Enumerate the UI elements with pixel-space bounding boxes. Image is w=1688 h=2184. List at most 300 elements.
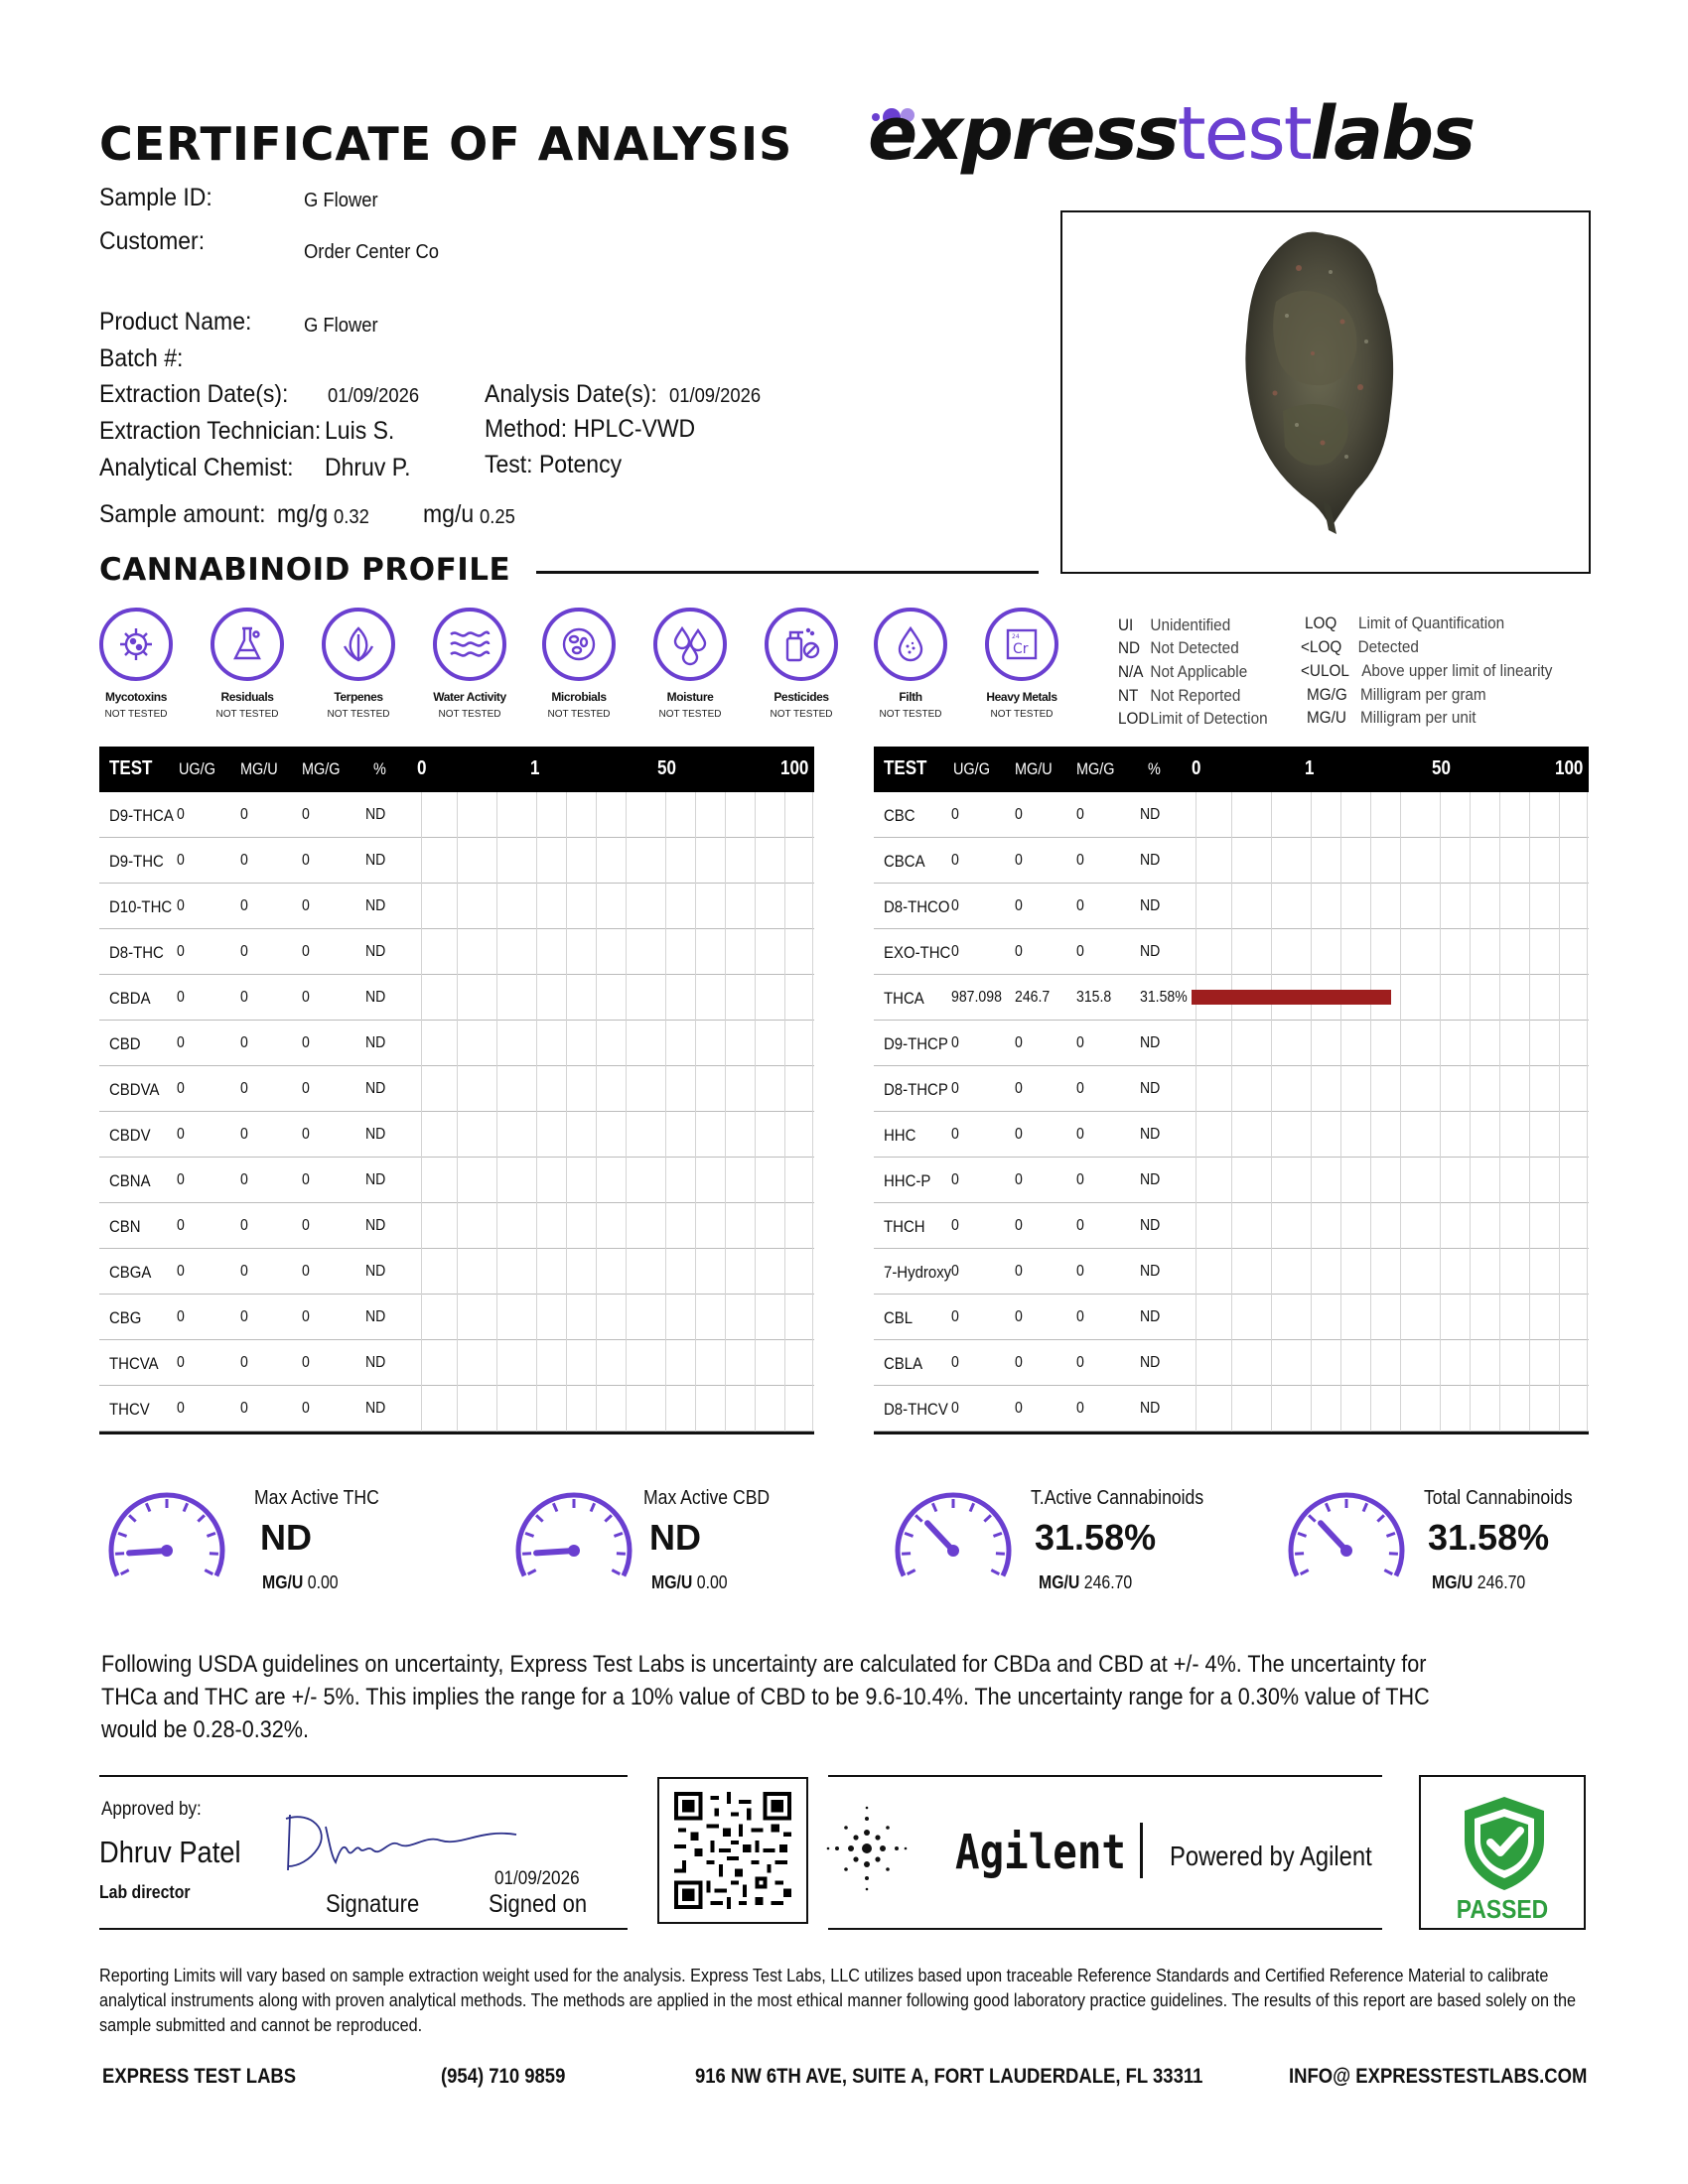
leaf-icon <box>322 608 395 681</box>
grid-line <box>1499 792 1500 1432</box>
cell-value: ND <box>365 943 386 960</box>
cell-value: 0 <box>1076 806 1084 823</box>
cell-value: 0 <box>1076 1263 1084 1280</box>
cell-value: 0 <box>240 989 248 1006</box>
gauge-dial-icon <box>103 1481 230 1590</box>
cell-value: 0 <box>1076 1171 1084 1188</box>
grid-line <box>496 792 497 1432</box>
row-label: CBD <box>109 1034 141 1053</box>
divider <box>99 1928 628 1930</box>
cell-value: 0 <box>177 1126 185 1143</box>
column-header: 1 <box>1305 757 1315 779</box>
legend-item: ND Not Detected <box>1118 638 1239 657</box>
test-moisture <box>635 608 745 720</box>
column-header: % <box>373 759 386 778</box>
footer-phone[interactable]: (954) 710 9859 <box>441 2065 566 2088</box>
gauge-label: Max Active CBD <box>643 1487 771 1509</box>
row-label: 7-Hydroxy <box>884 1263 952 1282</box>
cell-value: 0 <box>1076 1400 1084 1417</box>
test-terpenes <box>304 608 413 720</box>
chemist-value: Dhruv P. <box>325 454 411 481</box>
test-name: Residuals <box>220 690 274 704</box>
grid-line <box>457 792 458 1432</box>
test-status: NOT TESTED <box>547 709 611 720</box>
test-status: NOT TESTED <box>215 709 279 720</box>
test-mycotoxins <box>81 608 191 720</box>
column-header: UG/G <box>179 759 215 778</box>
grid-line <box>1231 792 1232 1432</box>
test-status: NOT TESTED <box>438 709 501 720</box>
cell-value: 0 <box>951 1034 959 1051</box>
cell-value: 0 <box>302 1126 310 1143</box>
droplet-particles-icon <box>874 608 947 681</box>
mgu-value: 0.25 <box>480 506 515 528</box>
cell-value: 0 <box>240 1126 248 1143</box>
grid-line <box>1400 792 1401 1432</box>
cell-value: 0 <box>240 806 248 823</box>
cell-value: ND <box>365 1263 386 1280</box>
test-name: Pesticides <box>774 690 829 704</box>
brand-labs: labs <box>1310 91 1475 177</box>
cell-value: 0 <box>1076 1308 1084 1325</box>
gauge-dial-icon <box>890 1481 1017 1590</box>
cell-value: 0 <box>177 1400 185 1417</box>
divider <box>828 1775 1382 1777</box>
cell-value: 0 <box>1076 852 1084 869</box>
grid-line <box>1311 792 1312 1432</box>
table-bottom-rule <box>874 1432 1589 1434</box>
table-header <box>99 747 814 792</box>
column-header: TEST <box>109 757 153 779</box>
cell-value: 0 <box>951 1263 959 1280</box>
cell-value: ND <box>365 1126 386 1143</box>
cell-value: 0 <box>302 1400 310 1417</box>
test-name: Microbials <box>551 690 607 704</box>
cell-value: 0 <box>951 1308 959 1325</box>
cell-value: 0 <box>240 1034 248 1051</box>
approver-role: Lab director <box>99 1882 191 1902</box>
column-header: % <box>1148 759 1161 778</box>
cell-value: 31.58% <box>1140 989 1188 1006</box>
cell-value: 0 <box>1076 1217 1084 1234</box>
grid-line <box>1587 792 1588 1432</box>
test-microbials <box>524 608 633 720</box>
footer-address: 916 NW 6TH AVE, SUITE A, FORT LAUDERDALE, FL 33311 <box>695 2065 1203 2088</box>
section-divider <box>536 571 1039 574</box>
cell-value: 0 <box>302 1263 310 1280</box>
row-label: HHC <box>884 1126 916 1145</box>
cell-value: ND <box>1140 1126 1161 1143</box>
footer-company: EXPRESS TEST LABS <box>102 2065 297 2088</box>
technician-value: Luis S. <box>325 417 395 445</box>
qr-code[interactable] <box>657 1777 808 1924</box>
technician-label: Extraction Technician: <box>99 417 322 445</box>
grid-line <box>536 792 537 1432</box>
cell-value: ND <box>365 989 386 1006</box>
row-label: D10-THC <box>109 897 173 916</box>
divider <box>828 1928 1382 1930</box>
cell-value: ND <box>1140 1354 1161 1371</box>
column-header: MG/U <box>240 759 278 778</box>
row-label: HHC-P <box>884 1171 931 1190</box>
chromium-element-icon <box>985 608 1058 681</box>
sample-amount-label: Sample amount: <box>99 500 266 528</box>
cell-value: ND <box>1140 1308 1161 1325</box>
powered-by-text: Powered by Agilent <box>1170 1841 1372 1871</box>
cell-value: 0 <box>302 806 310 823</box>
gauge-unit: MG/U 246.70 <box>1432 1572 1526 1592</box>
cell-value: 0 <box>951 852 959 869</box>
signed-on-label: Signed on <box>489 1890 588 1918</box>
cell-value: ND <box>1140 1034 1161 1051</box>
cell-value: 0 <box>1015 1263 1023 1280</box>
cell-value: 0 <box>240 1263 248 1280</box>
test-name: Heavy Metals <box>986 690 1057 704</box>
method-text: Method: HPLC-VWD <box>485 415 696 443</box>
cell-value: 0 <box>1015 1354 1023 1371</box>
cell-value: ND <box>1140 1400 1161 1417</box>
cell-value: 0 <box>302 1354 310 1371</box>
test-filth <box>856 608 965 720</box>
cell-value: 0 <box>1015 852 1023 869</box>
legend-item: N/A Not Applicable <box>1118 662 1248 681</box>
cell-value: 0 <box>951 806 959 823</box>
row-label: CBGA <box>109 1263 152 1282</box>
cell-value: ND <box>1140 1171 1161 1188</box>
cell-value: 0 <box>1076 1080 1084 1097</box>
row-label: CBN <box>109 1217 141 1236</box>
svg-text:Cr: Cr <box>1013 641 1029 657</box>
approver-name: Dhruv Patel <box>99 1835 241 1869</box>
gauge-value: ND <box>260 1517 312 1558</box>
cell-value: 0 <box>240 1400 248 1417</box>
cell-value: 0 <box>240 852 248 869</box>
cell-value: 0 <box>302 1034 310 1051</box>
row-label: CBDVA <box>109 1080 160 1099</box>
cell-value: 0 <box>240 1308 248 1325</box>
cell-value: 0 <box>302 897 310 914</box>
grid-line <box>1559 792 1560 1432</box>
agilent-logo: Agilent <box>955 1825 1126 1880</box>
brand-logo <box>868 91 1474 177</box>
legend-item: NT Not Reported <box>1118 686 1241 705</box>
cell-value: 0 <box>1015 1171 1023 1188</box>
cell-value: ND <box>365 1080 386 1097</box>
cell-value: ND <box>365 1217 386 1234</box>
column-header: 50 <box>1432 757 1451 779</box>
row-label: D9-THCA <box>109 806 174 825</box>
extraction-date-value: 01/09/2026 <box>328 385 420 407</box>
grid-line <box>755 792 756 1432</box>
gauge-unit: MG/U 0.00 <box>262 1572 339 1592</box>
cell-value: 0 <box>177 1217 185 1234</box>
section-title: CANNABINOID PROFILE <box>99 552 511 588</box>
column-header: 50 <box>657 757 676 779</box>
cell-value: 0 <box>302 1217 310 1234</box>
cell-value: 0 <box>1076 943 1084 960</box>
grid-line <box>725 792 726 1432</box>
cell-value: 246.7 <box>1015 989 1051 1006</box>
cell-value: 0 <box>302 1171 310 1188</box>
column-header: 0 <box>1192 757 1201 779</box>
test-pesticides <box>747 608 856 720</box>
row-label: D8-THCO <box>884 897 950 916</box>
gauge-max-active-thc <box>103 1481 379 1595</box>
passed-label: PASSED <box>1456 1894 1549 1924</box>
cell-value: 0 <box>1076 1126 1084 1143</box>
cell-value: 0 <box>177 1263 185 1280</box>
cell-value: ND <box>1140 852 1161 869</box>
cell-value: 315.8 <box>1076 989 1112 1006</box>
potency-bar <box>1192 990 1391 1005</box>
flask-icon <box>211 608 284 681</box>
grid-line <box>695 792 696 1432</box>
grid-line <box>596 792 597 1432</box>
row-label: D8-THC <box>109 943 164 962</box>
cell-value: ND <box>1140 806 1161 823</box>
test-status: NOT TESTED <box>658 709 722 720</box>
signed-date: 01/09/2026 <box>494 1868 580 1889</box>
gauge-label: Max Active THC <box>254 1487 379 1509</box>
cell-value: 0 <box>240 1080 248 1097</box>
cell-value: 0 <box>1076 1034 1084 1051</box>
legend-item: MG/U Milligram per unit <box>1307 708 1477 727</box>
cell-value: 0 <box>1015 1034 1023 1051</box>
sample-id-value: G Flower <box>304 190 378 211</box>
cell-value: 0 <box>240 943 248 960</box>
row-label: CBCA <box>884 852 925 871</box>
divider <box>99 1775 628 1777</box>
legend-item: <LOQ Detected <box>1301 637 1419 656</box>
test-residuals <box>193 608 302 720</box>
uncertainty-statement: Following USDA guidelines on uncertainty, Express Test Labs is uncertainty are calculated for CBDa and CBD at +/- 4%. The uncertainty for THCa and THC are +/- 5%. This implies the range for a 10% value of CBD to be 9.6-10.4%. The uncertainty range for a 0.30% value of THC would be 0.28-0.32%. <box>101 1651 1430 1743</box>
cell-value: 0 <box>240 1171 248 1188</box>
column-header: 100 <box>1555 757 1584 779</box>
cell-value: 0 <box>951 1171 959 1188</box>
legend-item: <ULOL Above upper limit of linearity <box>1301 661 1553 680</box>
cell-value: 0 <box>951 1354 959 1371</box>
row-label: THCH <box>884 1217 925 1236</box>
cell-value: 0 <box>951 1126 959 1143</box>
cell-value: ND <box>1140 897 1161 914</box>
mgu-label: mg/u <box>423 500 475 528</box>
row-label: CBLA <box>884 1354 923 1373</box>
cell-value: 0 <box>177 806 185 823</box>
row-label: D9-THCP <box>884 1034 948 1053</box>
cell-value: ND <box>1140 943 1161 960</box>
row-label: THCV <box>109 1400 150 1419</box>
test-name: Water Activity <box>433 690 506 704</box>
gauge-dial-icon <box>510 1481 637 1590</box>
grid-line <box>812 792 813 1432</box>
column-header: MG/G <box>1076 759 1115 778</box>
cell-value: 0 <box>177 989 185 1006</box>
test-status: NOT TESTED <box>104 709 168 720</box>
test-name: Terpenes <box>334 690 383 704</box>
column-header: 0 <box>417 757 427 779</box>
customer-value: Order Center Co <box>304 241 440 263</box>
cell-value: 0 <box>177 897 185 914</box>
gauge-max-active-cbd <box>510 1481 771 1595</box>
grid-line <box>784 792 785 1432</box>
customer-label: Customer: <box>99 227 206 255</box>
column-header: 1 <box>530 757 540 779</box>
cell-value: 0 <box>240 897 248 914</box>
cell-value: ND <box>365 1034 386 1051</box>
test-status: NOT TESTED <box>770 709 833 720</box>
svg-text:24: 24 <box>1012 633 1020 640</box>
cell-value: 0 <box>302 1080 310 1097</box>
test-heavy-metals <box>967 608 1076 720</box>
droplets-icon <box>653 608 727 681</box>
legend-item: LOQ Limit of Quantification <box>1305 614 1505 632</box>
grid-line <box>566 792 567 1432</box>
row-label: CBDA <box>109 989 151 1008</box>
table-header <box>874 747 1589 792</box>
cell-value: 0 <box>177 852 185 869</box>
row-label: D9-THC <box>109 852 164 871</box>
row-label: CBL <box>884 1308 914 1327</box>
cell-value: 0 <box>177 1171 185 1188</box>
test-status: NOT TESTED <box>327 709 390 720</box>
cell-value: ND <box>365 1308 386 1325</box>
row-label: THCVA <box>109 1354 159 1373</box>
cell-value: 0 <box>302 1308 310 1325</box>
cell-value: ND <box>365 1400 386 1417</box>
cell-value: ND <box>365 1354 386 1371</box>
cell-value: 0 <box>177 1308 185 1325</box>
row-label: THCA <box>884 989 924 1008</box>
cell-value: 0 <box>240 1354 248 1371</box>
cell-value: ND <box>1140 1217 1161 1234</box>
spray-bottle-icon <box>765 608 838 681</box>
passed-badge <box>1419 1775 1586 1930</box>
column-header: MG/U <box>1015 759 1053 778</box>
grid-line <box>1340 792 1341 1432</box>
gauge-label: T.Active Cannabinoids <box>1031 1487 1204 1509</box>
signature-image <box>282 1805 520 1889</box>
cell-value: 0 <box>951 1080 959 1097</box>
grid-line <box>1271 792 1272 1432</box>
cell-value: ND <box>365 897 386 914</box>
column-header: UG/G <box>953 759 990 778</box>
mgg-value: 0.32 <box>334 506 369 528</box>
petri-dish-icon <box>542 608 616 681</box>
cell-value: ND <box>365 806 386 823</box>
gauge-total-active-cannabinoids <box>890 1481 1204 1595</box>
gauge-dial-icon <box>1283 1481 1410 1590</box>
product-name-value: G Flower <box>304 315 378 337</box>
test-name: Moisture <box>666 690 714 704</box>
shield-check-icon <box>1453 1791 1556 1894</box>
cell-value: ND <box>1140 1263 1161 1280</box>
column-header: TEST <box>884 757 927 779</box>
row-label: D8-THCP <box>884 1080 948 1099</box>
virus-icon <box>99 608 173 681</box>
product-photo <box>1060 210 1591 574</box>
reporting-limits-text: Reporting Limits will vary based on sample extraction weight used for the analysis. Express Test Labs, LLC utilizes based upon traceable Reference Standards and Certified Reference Material to calibrate analytical instruments along with proven analytical methods. The methods are applied in the most ethical manner following good laboratory practice guidelines. The results of this report are based solely on the sample submitted and cannot be reproduced. <box>99 1966 1577 2035</box>
cell-value: 0 <box>177 1034 185 1051</box>
page-title: CERTIFICATE OF ANALYSIS <box>99 117 793 171</box>
column-header: MG/G <box>302 759 341 778</box>
row-label: CBG <box>109 1308 142 1327</box>
row-label: CBDV <box>109 1126 151 1145</box>
cell-value: ND <box>365 1171 386 1188</box>
footer-email[interactable]: INFO@ EXPRESSTESTLABS.COM <box>1289 2065 1588 2088</box>
gauge-label: Total Cannabinoids <box>1424 1487 1573 1509</box>
test-name: Filth <box>899 690 922 704</box>
cell-value: 0 <box>302 989 310 1006</box>
sample-id-label: Sample ID: <box>99 184 212 211</box>
analysis-date-value: 01/09/2026 <box>669 385 762 407</box>
test-status: NOT TESTED <box>879 709 942 720</box>
cell-value: 0 <box>951 943 959 960</box>
agilent-spark-icon <box>826 1803 908 1899</box>
cell-value: 987.098 <box>951 989 1002 1006</box>
test-name: Mycotoxins <box>104 690 167 704</box>
gauge-unit: MG/U 0.00 <box>651 1572 728 1592</box>
grid-line <box>665 792 666 1432</box>
cell-value: 0 <box>951 1400 959 1417</box>
waves-icon <box>433 608 506 681</box>
row-label: CBC <box>884 806 915 825</box>
chemist-label: Analytical Chemist: <box>99 454 294 481</box>
row-label: CBNA <box>109 1171 151 1190</box>
cell-value: 0 <box>1015 1217 1023 1234</box>
product-name-label: Product Name: <box>99 308 252 336</box>
gauge-value: 31.58% <box>1035 1517 1157 1558</box>
column-header: 100 <box>780 757 809 779</box>
analysis-date-label: Analysis Date(s): <box>485 380 657 408</box>
extraction-date-label: Extraction Date(s): <box>99 380 289 408</box>
batch-label: Batch #: <box>99 344 184 372</box>
brand-test: test <box>1177 91 1311 177</box>
cell-value: ND <box>365 852 386 869</box>
grid-line <box>421 792 422 1432</box>
legend-item: MG/G Milligram per gram <box>1307 685 1486 704</box>
cell-value: 0 <box>302 852 310 869</box>
signature-label: Signature <box>326 1890 420 1918</box>
cell-value: 0 <box>177 943 185 960</box>
cell-value: 0 <box>177 1354 185 1371</box>
cell-value: 0 <box>1076 1354 1084 1371</box>
cell-value: 0 <box>1015 1126 1023 1143</box>
cell-value: 0 <box>1076 897 1084 914</box>
test-text: Test: Potency <box>485 451 623 478</box>
grid-line <box>1440 792 1441 1432</box>
grid-line <box>626 792 627 1432</box>
gauge-unit: MG/U 246.70 <box>1039 1572 1133 1592</box>
cell-value: 0 <box>177 1080 185 1097</box>
divider <box>1140 1823 1143 1878</box>
cell-value: 0 <box>1015 806 1023 823</box>
cell-value: 0 <box>302 943 310 960</box>
cell-value: 0 <box>1015 943 1023 960</box>
gauge-value: ND <box>649 1517 701 1558</box>
test-status: NOT TESTED <box>990 709 1054 720</box>
gauge-value: 31.58% <box>1428 1517 1550 1558</box>
grid-line <box>1529 792 1530 1432</box>
approved-by-label: Approved by: <box>101 1799 202 1820</box>
row-label: EXO-THC <box>884 943 951 962</box>
cell-value: 0 <box>1015 1308 1023 1325</box>
brand-express: express <box>868 91 1178 177</box>
cell-value: 0 <box>951 1217 959 1234</box>
test-water-activity <box>415 608 524 720</box>
gauge-total-cannabinoids <box>1283 1481 1573 1595</box>
cell-value: 0 <box>1015 897 1023 914</box>
cell-value: 0 <box>1015 1400 1023 1417</box>
